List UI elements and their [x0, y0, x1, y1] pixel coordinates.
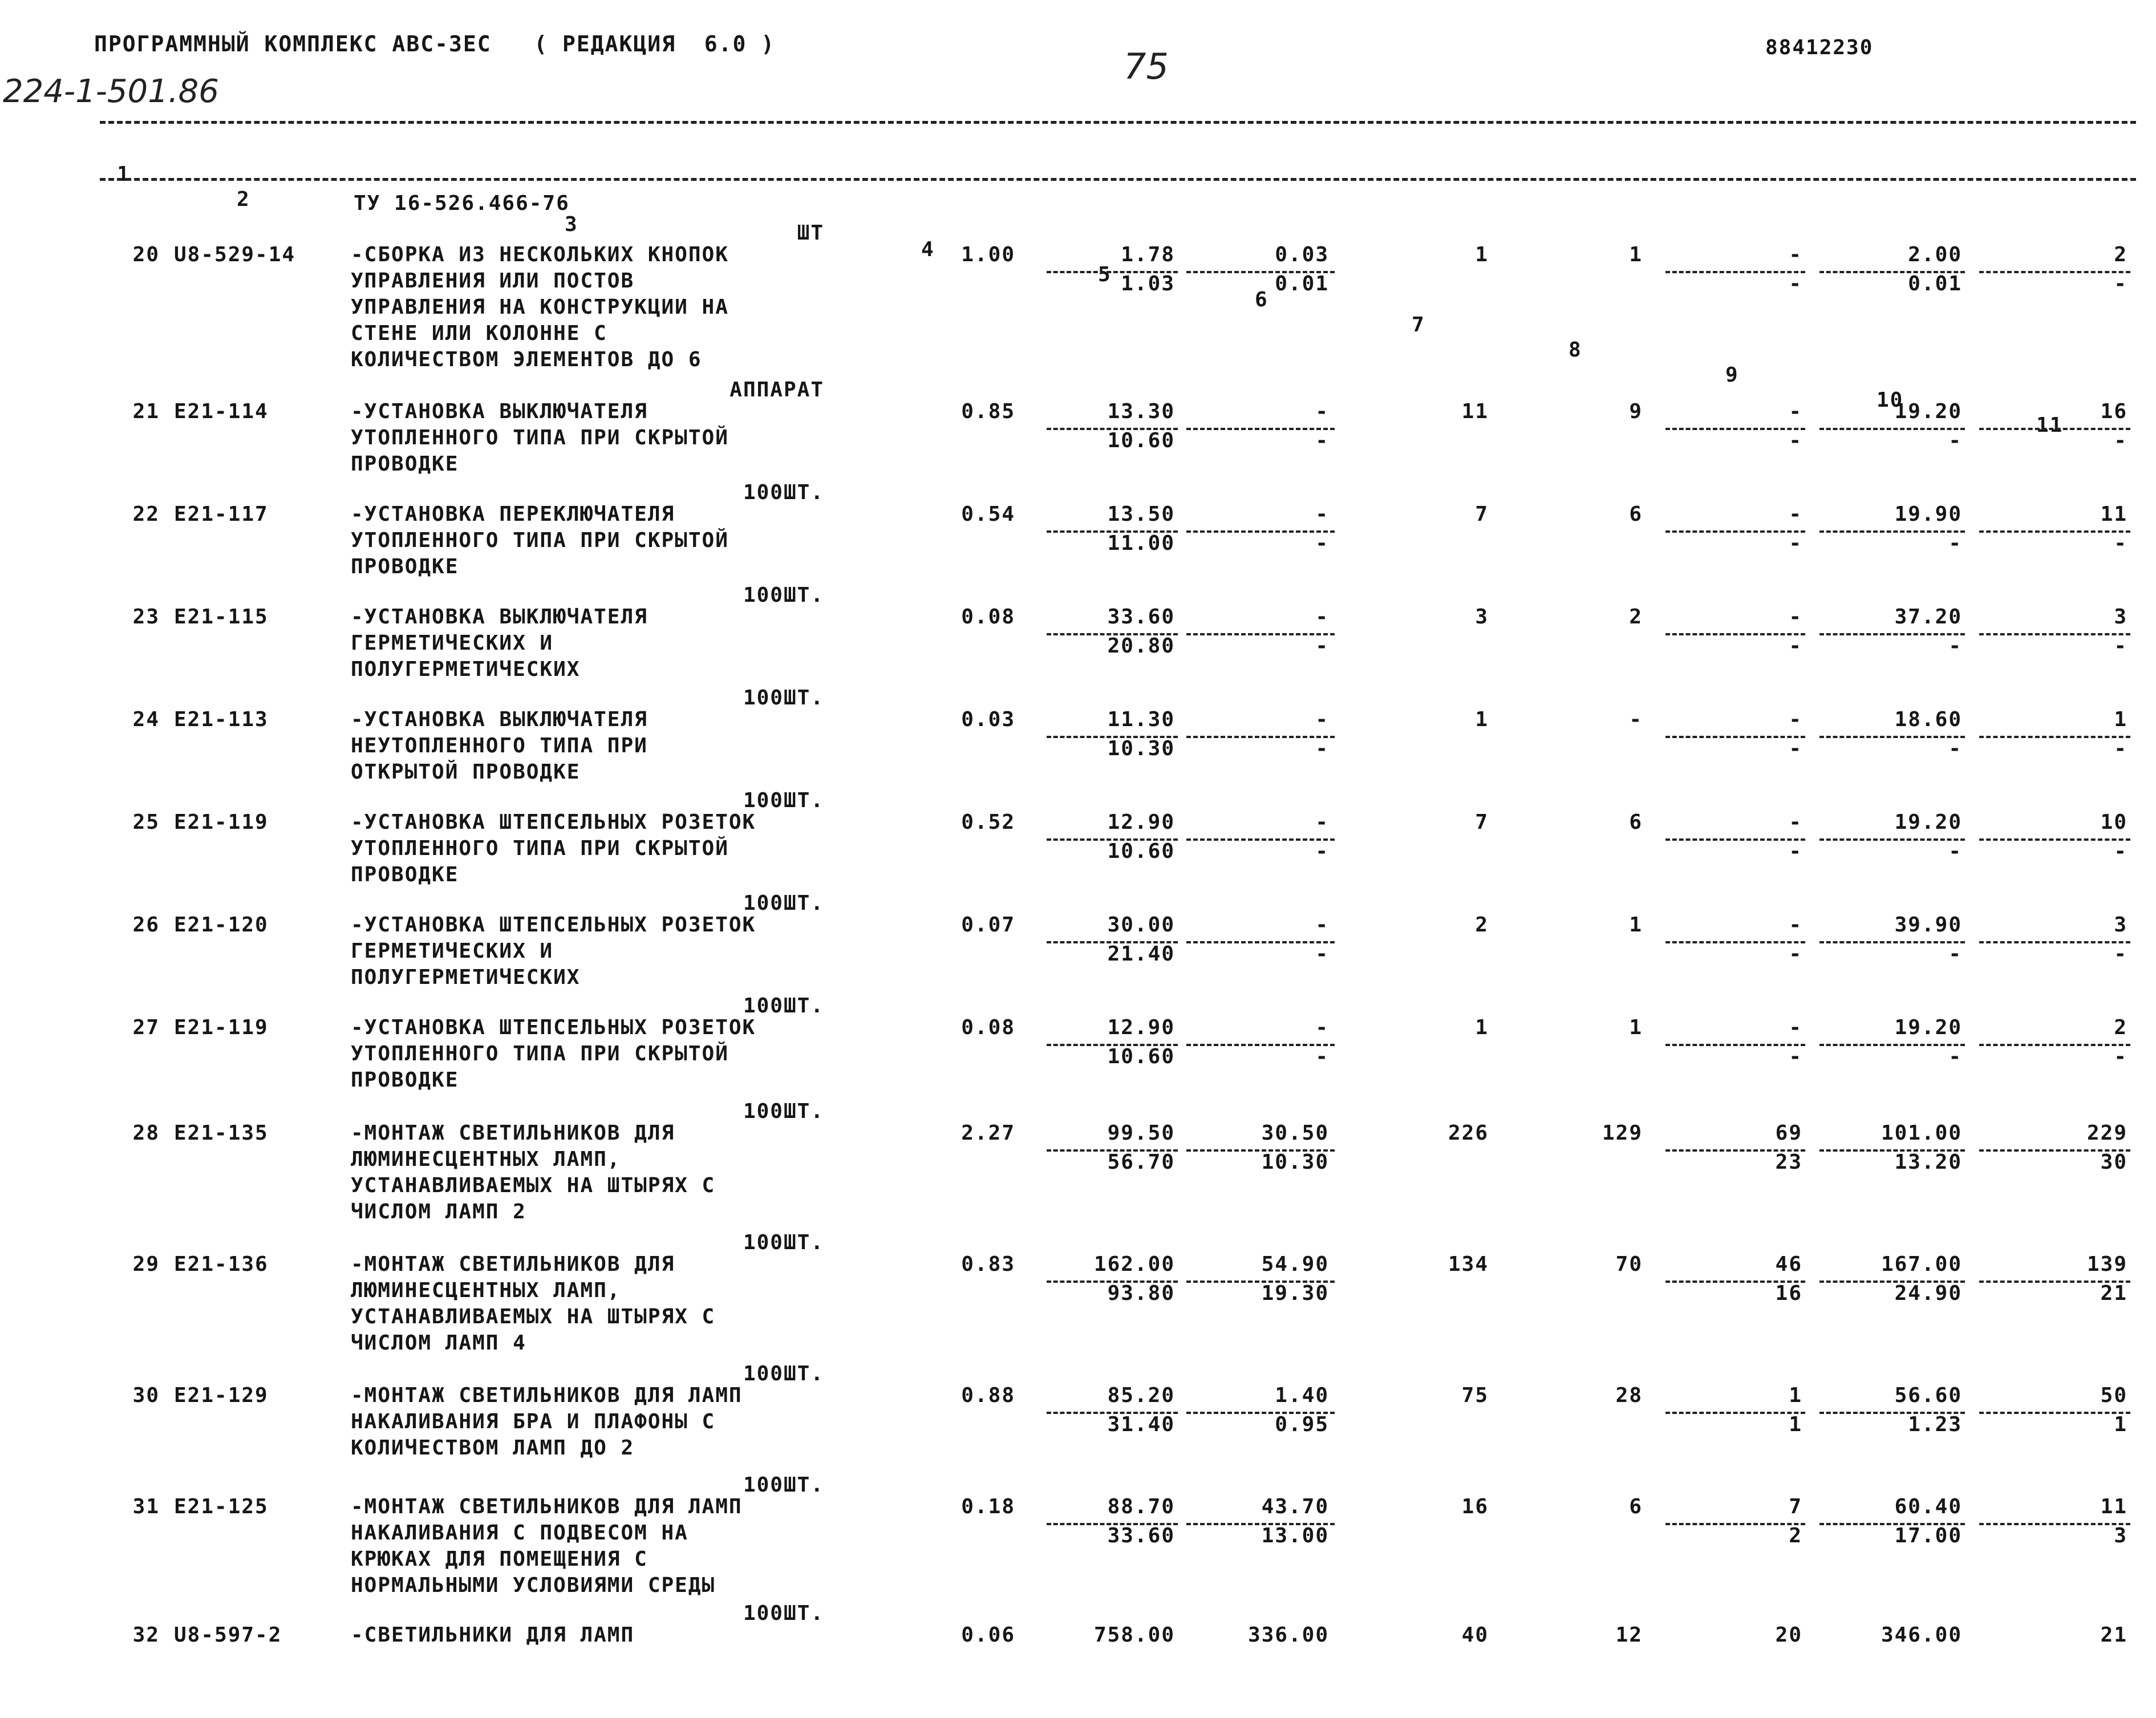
description-line: СТЕНЕ ИЛИ КОЛОННЕ С	[351, 322, 607, 345]
norm-code: U8-597-2	[174, 1623, 282, 1647]
value-col10: 19.20	[1894, 811, 1962, 834]
value-col7: 134	[1448, 1253, 1489, 1276]
description-line: УТОПЛЕННОГО ТИПА ПРИ СКРЫТОЙ	[351, 426, 729, 449]
value-col6: 0.03	[1275, 243, 1329, 266]
page-number: 75	[1124, 46, 1169, 87]
value-col4: 0.03	[961, 708, 1015, 731]
value-col8: 1	[1629, 243, 1643, 266]
value-col10: 19.90	[1894, 503, 1962, 526]
description-line: ПОЛУГЕРМЕТИЧЕСКИХ	[351, 658, 581, 681]
value-col5-sub: 11.00	[1107, 531, 1175, 555]
value-col10: 19.20	[1894, 1016, 1962, 1039]
value-col10: 18.60	[1894, 708, 1962, 731]
norm-code: E21-135	[174, 1121, 269, 1145]
value-col10-sub: 17.00	[1894, 1523, 1962, 1547]
description-line: -СВЕТИЛЬНИКИ ДЛЯ ЛАМП	[351, 1623, 635, 1647]
unit-label: АППАРАТ	[730, 378, 824, 402]
col-11: 11	[2036, 414, 2064, 437]
value-col6: -	[1315, 913, 1329, 937]
value-col10-sub: -	[1948, 1044, 1962, 1068]
value-col8: 1	[1629, 1016, 1643, 1039]
value-col9-sub: -	[1789, 634, 1802, 658]
value-col10-sub: 24.90	[1894, 1281, 1962, 1305]
norm-code: E21-125	[174, 1495, 269, 1518]
value-col9: -	[1789, 913, 1802, 937]
value-col11-sub: -	[2114, 428, 2127, 452]
row-number: 26	[132, 913, 160, 937]
value-col9-sub: -	[1789, 736, 1802, 760]
header-rule-bottom	[100, 178, 2136, 181]
value-col11-sub: 1	[2114, 1412, 2127, 1436]
value-col5: 11.30	[1107, 708, 1175, 731]
description-line: ЛЮМИНЕСЦЕНТНЫХ ЛАМП,	[351, 1148, 621, 1171]
value-col11: 21	[2100, 1623, 2127, 1647]
value-col5-sub: 10.30	[1107, 736, 1175, 760]
value-col5: 88.70	[1107, 1495, 1175, 1518]
value-col10: 56.60	[1894, 1384, 1962, 1407]
unit-label: 100ШТ.	[743, 1602, 824, 1625]
description-line: ЛЮМИНЕСЦЕНТНЫХ ЛАМП,	[351, 1279, 621, 1302]
description-line: ЧИСЛОМ ЛАМП 4	[351, 1331, 526, 1355]
value-col5-sub: 10.60	[1107, 1044, 1175, 1068]
col-6: 6	[1255, 288, 1269, 311]
value-col5-sub: 10.60	[1107, 428, 1175, 452]
value-col5-sub: 1.03	[1121, 272, 1175, 295]
value-col7: 3	[1475, 605, 1489, 629]
unit-label: 100ШТ.	[743, 686, 824, 710]
value-col10-sub: -	[1948, 634, 1962, 658]
description-line: -УСТАНОВКА ВЫКЛЮЧАТЕЛЯ	[351, 605, 648, 629]
program-header: ПРОГРАММНЫЙ КОМПЛЕКС АВС-ЗЕС ( РЕДАКЦИЯ 6.0 )	[94, 31, 776, 56]
value-col7: 1	[1475, 243, 1489, 266]
value-col11-sub: -	[2114, 1044, 2127, 1068]
value-col4: 0.54	[961, 503, 1015, 526]
value-col11: 1	[2114, 708, 2127, 731]
value-col11: 50	[2100, 1384, 2127, 1407]
description-line: УПРАВЛЕНИЯ НА КОНСТРУКЦИИ НА	[351, 295, 729, 319]
value-col7: 2	[1475, 913, 1489, 937]
description-line: -СБОРКА ИЗ НЕСКОЛЬКИХ КНОПОК	[351, 243, 729, 266]
value-col6: 30.50	[1261, 1121, 1329, 1145]
value-col9-sub: -	[1789, 272, 1802, 295]
document-number: 224-1-501.86	[3, 73, 219, 110]
value-col6: 43.70	[1261, 1495, 1329, 1518]
value-col4: 1.00	[961, 243, 1015, 266]
unit-label: ШТ	[797, 221, 824, 245]
value-col11-sub: 30	[2100, 1150, 2127, 1174]
value-col10: 2.00	[1908, 243, 1962, 266]
value-col10-sub: -	[1948, 839, 1962, 863]
value-col8: 28	[1615, 1384, 1643, 1407]
value-col11: 3	[2114, 605, 2127, 629]
row-number: 24	[132, 708, 160, 731]
description-line: ОТКРЫТОЙ ПРОВОДКЕ	[351, 760, 581, 784]
unit-label: 100ШТ.	[743, 789, 824, 812]
value-col4: 2.27	[961, 1121, 1015, 1145]
description-line: НЕУТОПЛЕННОГО ТИПА ПРИ	[351, 734, 648, 757]
value-col7: 40	[1461, 1623, 1489, 1647]
unit-label: 100ШТ.	[743, 1100, 824, 1123]
description-line: ПРОВОДКЕ	[351, 863, 459, 886]
value-col8: 129	[1602, 1121, 1643, 1145]
value-col5: 13.50	[1107, 503, 1175, 526]
value-col11-sub: -	[2114, 531, 2127, 555]
value-col5: 162.00	[1093, 1253, 1175, 1276]
description-line: УСТАНАВЛИВАЕМЫХ НА ШТЫРЯХ С	[351, 1305, 716, 1328]
description-line: ГЕРМЕТИЧЕСКИХ И	[351, 631, 554, 655]
value-col9: 1	[1789, 1384, 1802, 1407]
description-line: УСТАНАВЛИВАЕМЫХ НА ШТЫРЯХ С	[351, 1174, 716, 1197]
value-col9: 46	[1775, 1253, 1802, 1276]
row-number: 32	[132, 1623, 160, 1647]
description-line: НОРМАЛЬНЫМИ УСЛОВИЯМИ СРЕДЫ	[351, 1574, 716, 1597]
norm-code: E21-115	[174, 605, 269, 629]
value-col5-sub: 56.70	[1107, 1150, 1175, 1174]
value-col11: 2	[2114, 243, 2127, 266]
description-line: ГЕРМЕТИЧЕСКИХ И	[351, 939, 554, 963]
value-col7: 1	[1475, 708, 1489, 731]
value-col9-sub: -	[1789, 839, 1802, 863]
value-col9: -	[1789, 708, 1802, 731]
description-line: НАКАЛИВАНИЯ С ПОДВЕСОМ НА	[351, 1521, 688, 1545]
value-col9: -	[1789, 503, 1802, 526]
value-col7: 11	[1461, 400, 1489, 423]
description-line: -УСТАНОВКА ШТЕПСЕЛЬНЫХ РОЗЕТОК	[351, 1016, 756, 1039]
value-col8: 12	[1615, 1623, 1643, 1647]
value-col10: 346.00	[1881, 1623, 1962, 1647]
description-line: -УСТАНОВКА ВЫКЛЮЧАТЕЛЯ	[351, 708, 648, 731]
value-col6: 1.40	[1275, 1384, 1329, 1407]
value-col5-sub: 10.60	[1107, 839, 1175, 863]
col-5: 5	[1098, 263, 1112, 286]
value-col9-sub: -	[1789, 942, 1802, 966]
value-col6-sub: 0.01	[1275, 272, 1329, 295]
description-line: -УСТАНОВКА ШТЕПСЕЛЬНЫХ РОЗЕТОК	[351, 811, 756, 834]
description-line: ПРОВОДКЕ	[351, 1068, 459, 1092]
description-line: -УСТАНОВКА ШТЕПСЕЛЬНЫХ РОЗЕТОК	[351, 913, 756, 937]
value-col10-sub: -	[1948, 736, 1962, 760]
description-line: ЧИСЛОМ ЛАМП 2	[351, 1200, 526, 1223]
value-col6-sub: 13.00	[1261, 1523, 1329, 1547]
value-col5-sub: 20.80	[1107, 634, 1175, 658]
row-number: 21	[132, 400, 160, 423]
value-col11: 2	[2114, 1016, 2127, 1039]
value-col9-sub: -	[1789, 1044, 1802, 1068]
value-col9: 69	[1775, 1121, 1802, 1145]
value-col4: 0.08	[961, 1016, 1015, 1039]
unit-label: 100ШТ.	[743, 481, 824, 504]
value-col11: 16	[2100, 400, 2127, 423]
value-col10-sub: -	[1948, 428, 1962, 452]
description-line: УТОПЛЕННОГО ТИПА ПРИ СКРЫТОЙ	[351, 529, 729, 552]
value-col6-sub: 10.30	[1261, 1150, 1329, 1174]
value-col5-sub: 33.60	[1107, 1523, 1175, 1547]
value-col5-sub: 93.80	[1107, 1281, 1175, 1305]
value-col10-sub: -	[1948, 531, 1962, 555]
description-line: -МОНТАЖ СВЕТИЛЬНИКОВ ДЛЯ ЛАМП	[351, 1495, 743, 1518]
norm-code: E21-117	[174, 503, 269, 526]
value-col5: 12.90	[1107, 1016, 1175, 1039]
value-col11-sub: -	[2114, 634, 2127, 658]
value-col8: 6	[1629, 811, 1643, 834]
value-col10-sub: -	[1948, 942, 1962, 966]
unit-label: 100ШТ.	[743, 994, 824, 1018]
value-col9-sub: 23	[1775, 1150, 1802, 1174]
description-line: -МОНТАЖ СВЕТИЛЬНИКОВ ДЛЯ	[351, 1121, 675, 1145]
value-col11-sub: -	[2114, 272, 2127, 295]
value-col6-sub: -	[1315, 531, 1329, 555]
value-col6: -	[1315, 400, 1329, 423]
row-number: 28	[132, 1121, 160, 1145]
value-col8: 6	[1629, 1495, 1643, 1518]
value-col5-sub: 21.40	[1107, 942, 1175, 966]
value-col9: 7	[1789, 1495, 1802, 1518]
col-7: 7	[1412, 313, 1425, 337]
value-col6-sub: -	[1315, 428, 1329, 452]
norm-code: E21-114	[174, 400, 269, 423]
continuation-text: ТУ 16-526.466-76	[354, 192, 570, 215]
value-col5: 99.50	[1107, 1121, 1175, 1145]
value-col8: 1	[1629, 913, 1643, 937]
value-col11: 10	[2100, 811, 2127, 834]
value-col6: 336.00	[1247, 1623, 1329, 1647]
value-col7: 75	[1461, 1384, 1489, 1407]
value-col4: 0.06	[961, 1623, 1015, 1647]
unit-label: 100ШТ.	[743, 1231, 824, 1254]
value-col6-sub: 0.95	[1275, 1412, 1329, 1436]
value-col6: -	[1315, 708, 1329, 731]
unit-label: 100ШТ.	[743, 892, 824, 915]
col-9: 9	[1725, 363, 1739, 387]
value-col9: -	[1789, 1016, 1802, 1039]
col-1: 1	[117, 163, 131, 186]
value-col11-sub: 3	[2114, 1523, 2127, 1547]
value-col9: -	[1789, 811, 1802, 834]
description-line: УТОПЛЕННОГО ТИПА ПРИ СКРЫТОЙ	[351, 1042, 729, 1065]
value-col4: 0.88	[961, 1384, 1015, 1407]
value-col7: 16	[1461, 1495, 1489, 1518]
value-col7: 7	[1475, 811, 1489, 834]
value-col11: 229	[2086, 1121, 2127, 1145]
value-col5: 13.30	[1107, 400, 1175, 423]
value-col10-sub: 1.23	[1908, 1412, 1962, 1436]
value-col6: 54.90	[1261, 1253, 1329, 1276]
value-col4: 0.07	[961, 913, 1015, 937]
value-col8: 70	[1615, 1253, 1643, 1276]
value-col9: 20	[1775, 1623, 1802, 1647]
value-col5: 12.90	[1107, 811, 1175, 834]
description-line: -МОНТАЖ СВЕТИЛЬНИКОВ ДЛЯ ЛАМП	[351, 1384, 743, 1407]
value-col10: 167.00	[1881, 1253, 1962, 1276]
value-col6-sub: -	[1315, 839, 1329, 863]
description-line: -МОНТАЖ СВЕТИЛЬНИКОВ ДЛЯ	[351, 1253, 675, 1276]
description-line: ПРОВОДКЕ	[351, 452, 459, 476]
value-col6: -	[1315, 811, 1329, 834]
norm-code: E21-119	[174, 811, 269, 834]
col-3: 3	[565, 213, 578, 236]
value-col11-sub: -	[2114, 839, 2127, 863]
value-col6-sub: -	[1315, 1044, 1329, 1068]
row-number: 27	[132, 1016, 160, 1039]
value-col8: 2	[1629, 605, 1643, 629]
col-8: 8	[1569, 338, 1582, 362]
value-col11-sub: -	[2114, 736, 2127, 760]
value-col11: 11	[2100, 503, 2127, 526]
description-line: -УСТАНОВКА ВЫКЛЮЧАТЕЛЯ	[351, 400, 648, 423]
value-col6: -	[1315, 605, 1329, 629]
value-col6-sub: 19.30	[1261, 1281, 1329, 1305]
value-col5: 33.60	[1107, 605, 1175, 629]
description-line: КОЛИЧЕСТВОМ ЭЛЕМЕНТОВ ДО 6	[351, 348, 702, 371]
value-col9: -	[1789, 243, 1802, 266]
value-col10: 39.90	[1894, 913, 1962, 937]
value-col6: -	[1315, 503, 1329, 526]
value-col9-sub: -	[1789, 428, 1802, 452]
row-number: 20	[132, 243, 160, 266]
col-10: 10	[1877, 388, 1904, 412]
row-number: 30	[132, 1384, 160, 1407]
value-col5-sub: 31.40	[1107, 1412, 1175, 1436]
unit-label: 100ШТ.	[743, 1473, 824, 1497]
col-4: 4	[921, 238, 935, 261]
description-line: ПОЛУГЕРМЕТИЧЕСКИХ	[351, 966, 581, 989]
description-line: -УСТАНОВКА ПЕРЕКЛЮЧАТЕЛЯ	[351, 503, 675, 526]
value-col9-sub: 2	[1789, 1523, 1802, 1547]
value-col10: 37.20	[1894, 605, 1962, 629]
value-col5: 85.20	[1107, 1384, 1175, 1407]
norm-code: E21-136	[174, 1253, 269, 1276]
value-col6-sub: -	[1315, 942, 1329, 966]
value-col11: 11	[2100, 1495, 2127, 1518]
value-col5: 1.78	[1121, 243, 1175, 266]
value-col10: 60.40	[1894, 1495, 1962, 1518]
value-col4: 0.83	[961, 1253, 1015, 1276]
value-col4: 0.85	[961, 400, 1015, 423]
value-col9-sub: 16	[1775, 1281, 1802, 1305]
value-col6-sub: -	[1315, 736, 1329, 760]
description-line: КОЛИЧЕСТВОМ ЛАМП ДО 2	[351, 1436, 635, 1460]
unit-label: 100ШТ.	[743, 1362, 824, 1385]
col-2: 2	[237, 188, 250, 211]
value-col8: 6	[1629, 503, 1643, 526]
norm-code: E21-113	[174, 708, 269, 731]
description-line: УТОПЛЕННОГО ТИПА ПРИ СКРЫТОЙ	[351, 837, 729, 860]
value-col4: 0.18	[961, 1495, 1015, 1518]
value-col9: -	[1789, 605, 1802, 629]
value-col10: 101.00	[1881, 1121, 1962, 1145]
description-line: НАКАЛИВАНИЯ БРА И ПЛАФОНЫ С	[351, 1410, 716, 1433]
row-number: 23	[132, 605, 160, 629]
norm-code: U8-529-14	[174, 243, 296, 266]
row-number: 22	[132, 503, 160, 526]
value-col4: 0.52	[961, 811, 1015, 834]
document-code: 88412230	[1765, 36, 1874, 59]
value-col5: 758.00	[1093, 1623, 1175, 1647]
value-col6-sub: -	[1315, 634, 1329, 658]
value-col4: 0.08	[961, 605, 1015, 629]
norm-code: E21-119	[174, 1016, 269, 1039]
value-col11-sub: -	[2114, 942, 2127, 966]
description-line: ПРОВОДКЕ	[351, 555, 459, 578]
value-col6: -	[1315, 1016, 1329, 1039]
value-col10-sub: 13.20	[1894, 1150, 1962, 1174]
description-line: КРЮКАХ ДЛЯ ПОМЕЩЕНИЯ С	[351, 1547, 648, 1571]
value-col10: 19.20	[1894, 400, 1962, 423]
value-col11: 139	[2086, 1253, 2127, 1276]
header-rule-top	[100, 121, 2136, 124]
value-col10-sub: 0.01	[1908, 272, 1962, 295]
row-number: 31	[132, 1495, 160, 1518]
value-col9: -	[1789, 400, 1802, 423]
value-col9-sub: -	[1789, 531, 1802, 555]
norm-code: E21-120	[174, 913, 269, 937]
value-col9-sub: 1	[1789, 1412, 1802, 1436]
description-line: УПРАВЛЕНИЯ ИЛИ ПОСТОВ	[351, 269, 635, 293]
unit-label: 100ШТ.	[743, 584, 824, 607]
value-col8: 9	[1629, 400, 1643, 423]
value-col11: 3	[2114, 913, 2127, 937]
value-col7: 226	[1448, 1121, 1489, 1145]
value-col7: 7	[1475, 503, 1489, 526]
value-col11-sub: 21	[2100, 1281, 2127, 1305]
row-number: 29	[132, 1253, 160, 1276]
value-col8: -	[1629, 708, 1643, 731]
row-number: 25	[132, 811, 160, 834]
norm-code: E21-129	[174, 1384, 269, 1407]
value-col5: 30.00	[1107, 913, 1175, 937]
value-col7: 1	[1475, 1016, 1489, 1039]
